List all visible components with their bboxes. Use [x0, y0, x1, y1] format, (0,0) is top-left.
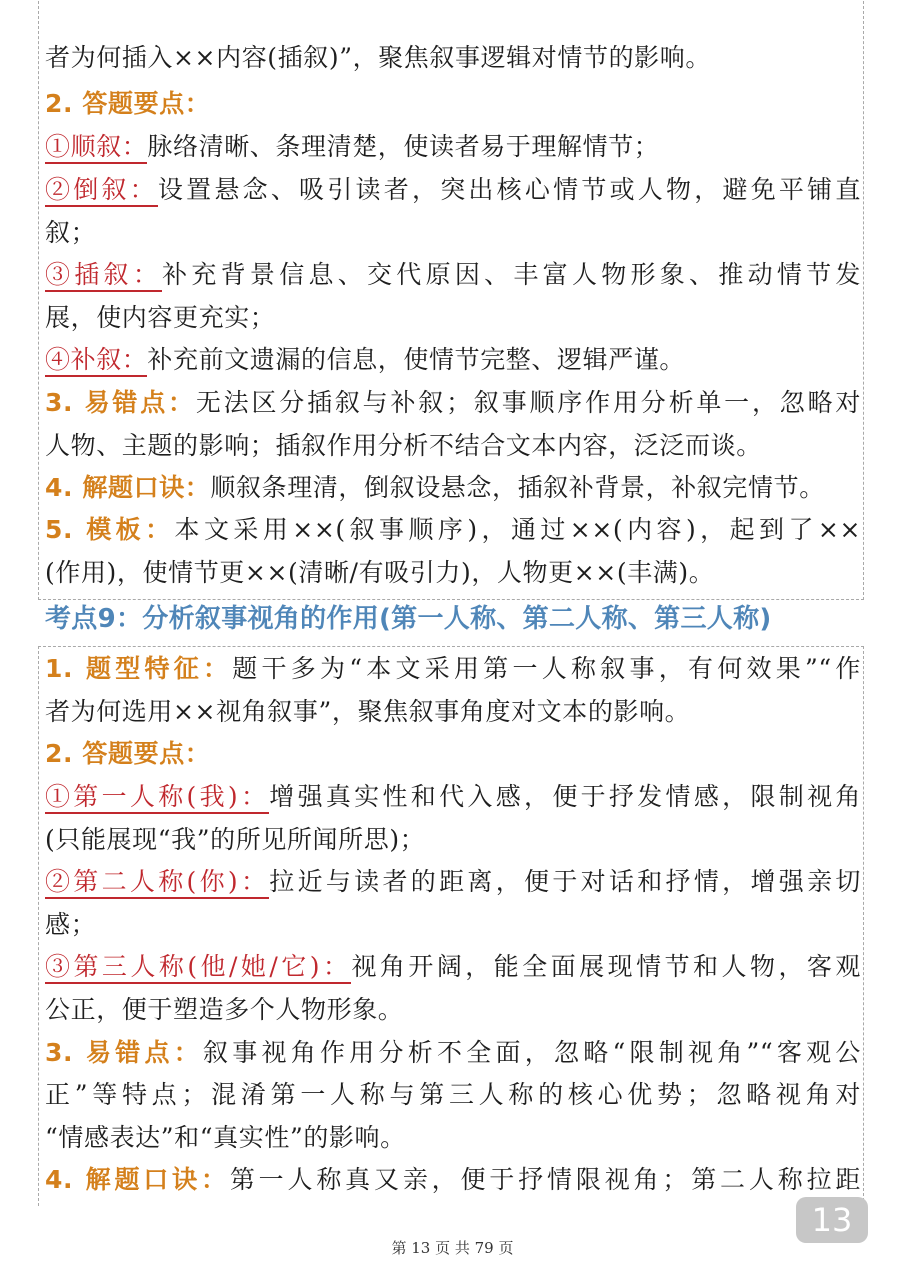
- point-label: ②第二人称(你)：: [45, 867, 269, 899]
- heading-label: 5. 模板：: [45, 515, 175, 544]
- point-label: ①顺叙：: [45, 132, 147, 164]
- paragraph-text: “情感表达”和“真实性”的影响。: [45, 1123, 406, 1152]
- point-text: 拉近与读者的距离，便于对话和抒情，增强亲切: [269, 867, 861, 896]
- paragraph-text: 第一人称真又亲，便于抒情限视角；第二人称拉距: [229, 1165, 862, 1194]
- text-line: [45, 42, 861, 74]
- heading-label: 2. 答题要点：: [45, 89, 211, 118]
- formula-line: [45, 472, 861, 504]
- paragraph-text: 本文采用××(叙事顺序)，通过××(内容)，起到了××: [174, 515, 861, 544]
- heading-label: 4. 解题口诀：: [45, 1165, 230, 1194]
- section-title: 考点9：分析叙事视角的作用(第一人称、第二人称、第三人称): [45, 604, 772, 634]
- point-line: [45, 259, 861, 291]
- text-line: [45, 430, 861, 462]
- heading-label: 2. 答题要点：: [45, 739, 211, 768]
- point-text: (只能展现“我”的所见所闻所思)；: [45, 825, 426, 854]
- point-label: ①第一人称(我)：: [45, 782, 269, 814]
- point-line: [45, 174, 861, 206]
- paragraph-text: 无法区分插叙与补叙；叙事顺序作用分析单一，忽略对: [195, 388, 862, 417]
- point-label: ②倒叙：: [45, 175, 158, 207]
- point-text: 展，使内容更充实；: [45, 303, 276, 332]
- text-line: [45, 1079, 861, 1111]
- point-continuation: [45, 824, 861, 856]
- point-text: 设置悬念、吸引读者，突出核心情节或人物，避免平铺直: [157, 175, 861, 204]
- paragraph-text: 顺叙条理清，倒叙设悬念，插叙补背景，补叙完情节。: [210, 473, 825, 502]
- point-line: [45, 951, 861, 983]
- heading-label: 1. 题型特征：: [45, 654, 233, 683]
- formula-line: [45, 1164, 861, 1196]
- point-text: 补充前文遗漏的信息，使情节完整、逻辑严谨。: [147, 345, 686, 374]
- page-footer: 第 13 页 共 79 页: [391, 1239, 514, 1257]
- point-text: 脉络清晰、条理清楚，使读者易于理解情节；: [147, 132, 660, 161]
- point-text: 公正，便于塑造多个人物形象。: [45, 995, 404, 1024]
- point-text: 补充背景信息、交代原因、丰富人物形象、推动情节发: [162, 260, 862, 289]
- text-line: [45, 696, 861, 728]
- point-label: ③插叙：: [45, 260, 162, 292]
- point-line: [45, 866, 861, 898]
- paragraph-text: 叙事视角作用分析不全面，忽略“限制视角”“客观公: [203, 1038, 861, 1067]
- point-label: ③第三人称(他/她/它)：: [45, 952, 351, 984]
- template-line: [45, 514, 861, 546]
- heading-label: 3. 易错点：: [45, 1038, 204, 1067]
- point-continuation: [45, 302, 861, 334]
- errors-line: [45, 1037, 861, 1069]
- point-line: [45, 344, 861, 376]
- point-continuation: [45, 217, 861, 249]
- point-label: ④补叙：: [45, 345, 147, 377]
- points-heading: [45, 88, 861, 120]
- point-line: [45, 131, 861, 163]
- point-continuation: [45, 994, 861, 1026]
- paragraph-text: 人物、主题的影响；插叙作用分析不结合文本内容，泛泛而谈。: [45, 431, 762, 460]
- point-text: 感；: [45, 910, 97, 939]
- paragraph-text: 题干多为“本文采用第一人称叙事，有何效果”“作: [232, 654, 861, 683]
- features-line: [45, 653, 861, 685]
- point-text: 视角开阔，能全面展现情节和人物，客观: [351, 952, 861, 981]
- point-text: 增强真实性和代入感，便于抒发情感，限制视角: [269, 782, 861, 811]
- paragraph-text: 正”等特点；混淆第一人称与第三人称的核心优势；忽略视角对: [45, 1080, 861, 1109]
- text-line: [45, 557, 861, 589]
- points-heading: [45, 738, 861, 770]
- page-number-badge: 13: [796, 1197, 868, 1243]
- heading-label: 4. 解题口诀：: [45, 473, 211, 502]
- text-line: [45, 1122, 861, 1154]
- point-line: [45, 781, 861, 813]
- heading-label: 3. 易错点：: [45, 388, 196, 417]
- point-continuation: [45, 909, 861, 941]
- errors-line: [45, 387, 861, 419]
- paragraph-text: 者为何选用××视角叙事”，聚焦叙事角度对文本的影响。: [45, 697, 691, 726]
- point-text: 叙；: [45, 218, 97, 247]
- paragraph-text: 者为何插入××内容(插叙)”，聚焦叙事逻辑对情节的影响。: [45, 43, 711, 72]
- paragraph-text: (作用)，使情节更××(清晰/有吸引力)，人物更××(丰满)。: [45, 558, 715, 587]
